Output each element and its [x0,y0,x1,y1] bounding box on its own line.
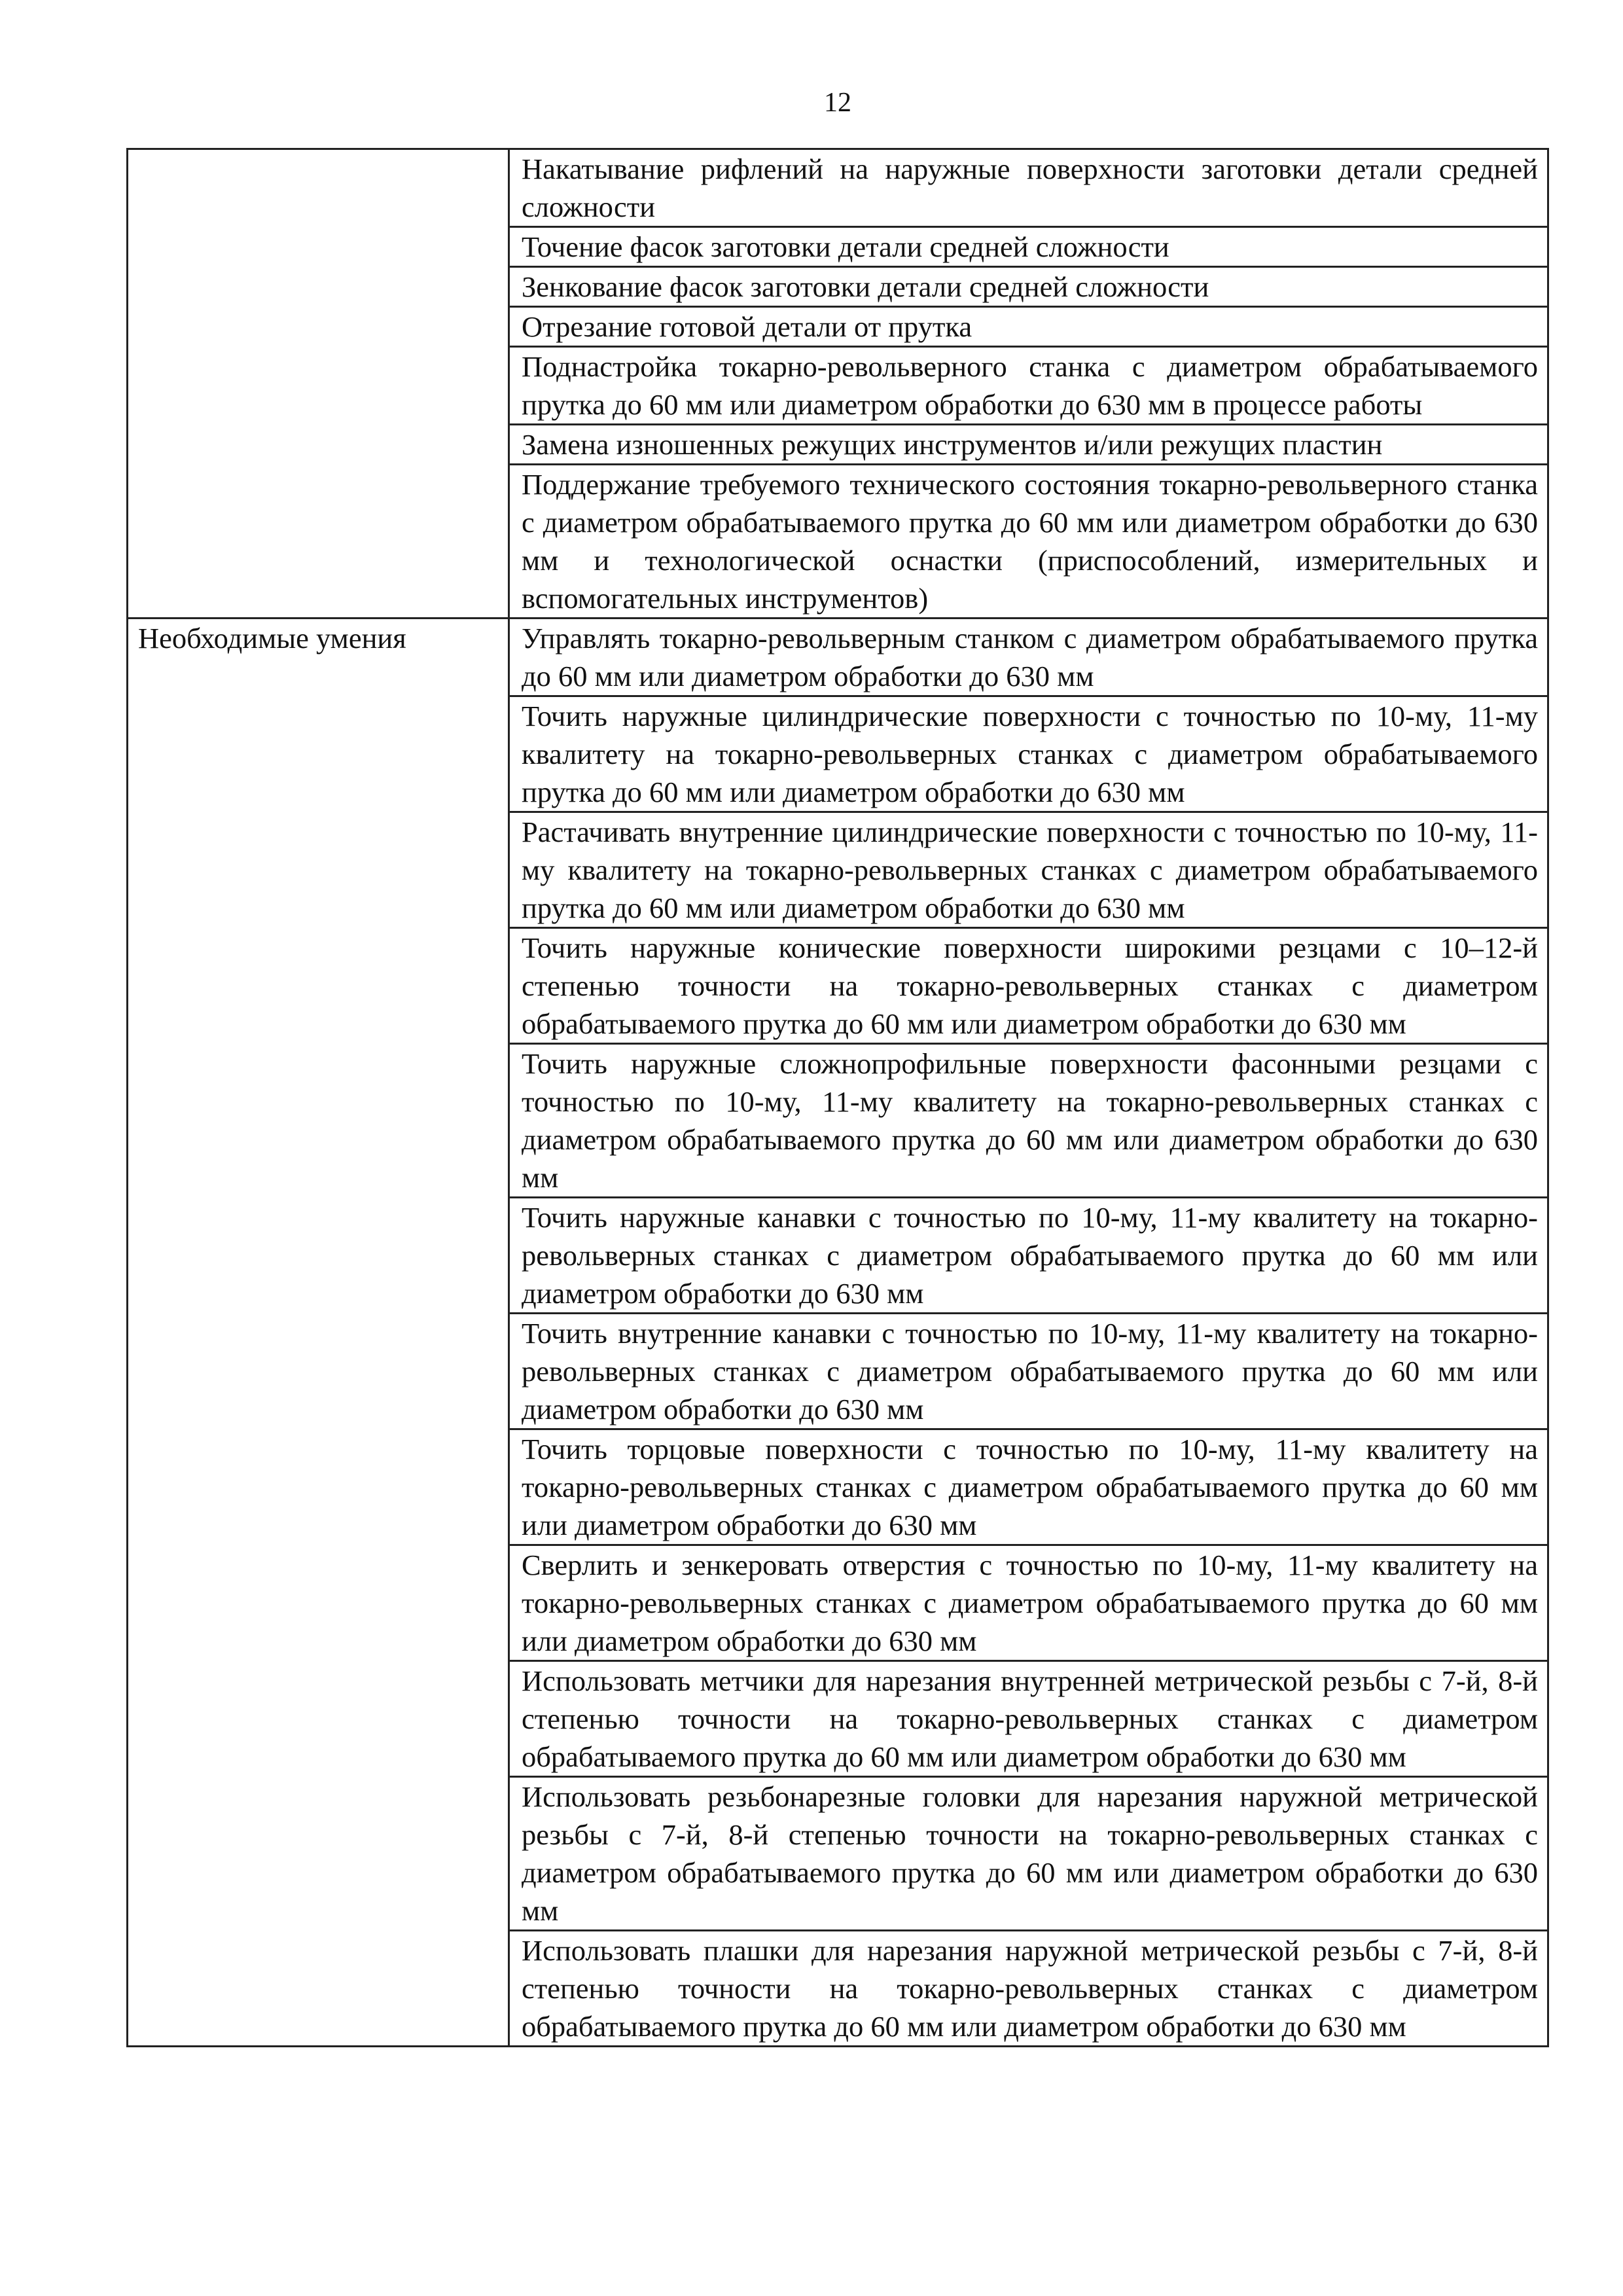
table-cell: Точить наружные сложнопрофильные поверхности фасонными резцами с точностью по 10-му, 11-му квалитету на токарно-револьверных станках с диаметром обрабатываемого прутка до 60 мм или диаметром обработки до 630 мм [509,1044,1548,1198]
table-cell: Поддержание требуемого технического состояния токарно-револьверного станка с диаметром обрабатываемого прутка до 60 мм или диаметром обработки до 630 мм и технологической оснастки (приспособлений, измерительных и вспомогательных инструментов) [509,465,1548,619]
table-cell: Использовать резьбонарезные головки для нарезания наружной метрической резьбы с 7-й, 8-й степенью точности на токарно-револьверных станках с диаметром обрабатываемого прутка до 60 мм или диаметром обработки до 630 мм [509,1777,1548,1931]
table-cell: Точить торцовые поверхности с точностью по 10-му, 11-му квалитету на токарно-револьверных станках с диаметром обрабатываемого прутка до 60 мм или диаметром обработки до 630 мм [509,1429,1548,1545]
page-number: 12 [824,88,851,118]
table-cell: Точение фасок заготовки детали средней сложности [509,227,1548,267]
row-label-skills: Необходимые умения [128,619,509,2047]
row-label-empty [128,149,509,619]
requirements-table [126,148,1549,2047]
table-cell: Точить внутренние канавки с точностью по 10-му, 11-му квалитету на токарно-револьверных станках с диаметром обрабатываемого прутка до 60 мм или диаметром обработки до 630 мм [509,1314,1548,1429]
table-cell: Поднастройка токарно-револьверного станка с диаметром обрабатываемого прутка до 60 мм или диаметром обработки до 630 мм в процессе работы [509,347,1548,425]
table-cell: Зенкование фасок заготовки детали средней сложности [509,267,1548,307]
table-row [128,149,1548,227]
table-cell: Замена изношенных режущих инструментов и/или режущих пластин [509,425,1548,465]
table-cell: Управлять токарно-револьверным станком с диаметром обрабатываемого прутка до 60 мм или диаметром обработки до 630 мм [509,619,1548,696]
table-cell: Точить наружные канавки с точностью по 10-му, 11-му квалитету на токарно-револьверных станках с диаметром обрабатываемого прутка до 60 мм или диаметром обработки до 630 мм [509,1198,1548,1314]
table-cell: Сверлить и зенкеровать отверстия с точностью по 10-му, 11-му квалитету на токарно-револьверных станках с диаметром обрабатываемого прутка до 60 мм или диаметром обработки до 630 мм [509,1545,1548,1661]
table-cell: Отрезание готовой детали от прутка [509,307,1548,347]
table-cell: Точить наружные конические поверхности широкими резцами с 10–12-й степенью точности на токарно-револьверных станках с диаметром обрабатываемого прутка до 60 мм или диаметром обработки до 630 мм [509,928,1548,1044]
table-cell: Накатывание рифлений на наружные поверхности заготовки детали средней сложности [509,149,1548,227]
table-row [128,619,1548,696]
table-cell: Использовать плашки для нарезания наружной метрической резьбы с 7-й, 8-й степенью точности на токарно-револьверных станках с диаметром обрабатываемого прутка до 60 мм или диаметром обработки до 630 мм [509,1931,1548,2047]
table-cell: Растачивать внутренние цилиндрические поверхности с точностью по 10-му, 11-му квалитету на токарно-револьверных станках с диаметром обрабатываемого прутка до 60 мм или диаметром обработки до 630 мм [509,812,1548,928]
table-cell: Точить наружные цилиндрические поверхности с точностью по 10-му, 11-му квалитету на токарно-револьверных станках с диаметром обрабатываемого прутка до 60 мм или диаметром обработки до 630 мм [509,696,1548,812]
table-cell: Использовать метчики для нарезания внутренней метрической резьбы с 7-й, 8-й степенью точности на токарно-револьверных станках с диаметром обрабатываемого прутка до 60 мм или диаметром обработки до 630 мм [509,1661,1548,1777]
